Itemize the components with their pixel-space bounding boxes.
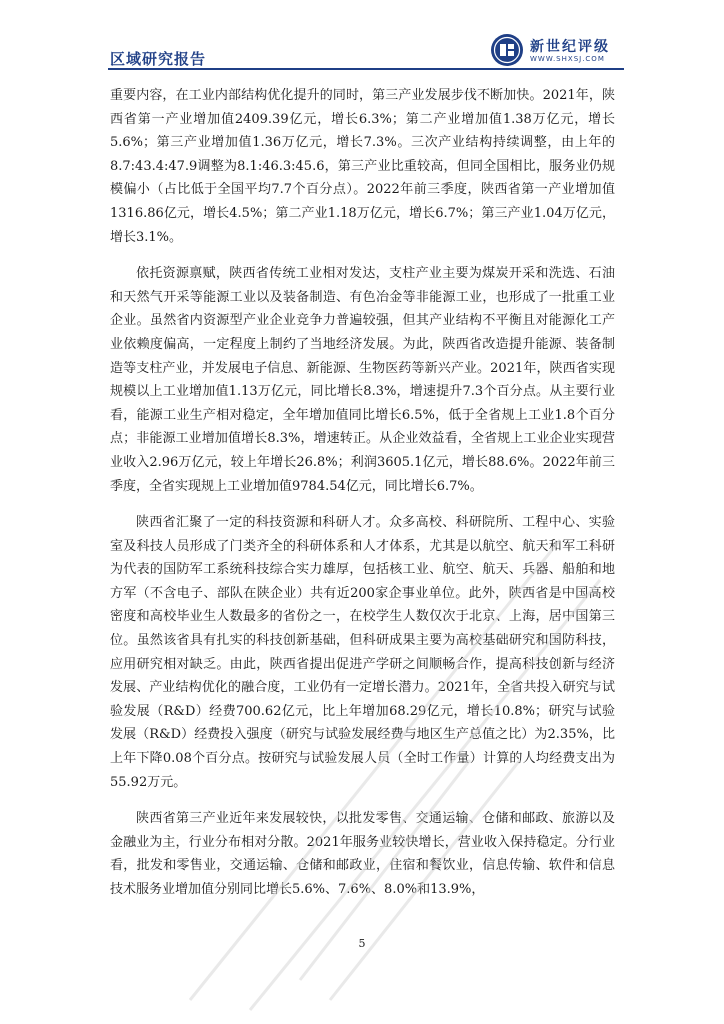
logo-emblem-icon xyxy=(490,33,524,67)
paragraph: 依托资源禀赋，陕西省传统工业相对发达，支柱产业主要为煤炭开采和洗选、石油和天然气开采等能源工业以及装备制造、有色冶金等非能源工业，也形成了一批重工业企业。虽然省内资源型产业企业竞争力普遍较强，但其产业结构不平衡且对能源化工产业依赖度偏高，一定程度上制约了当地经济发展。为此，陕西省改造提升能源、装备制造等支柱产业，并发展电子信息、新能源、生物医药等新兴产业。2021年，陕西省实现规模以上工业增加值1.13万亿元，同比增长8.3%，增速提升7.3个百分点。从主要行业看，能源工业生产相对稳定，全年增加值同比增长6.5%，低于全省规上工业1.8个百分点；非能源工业增加值增长8.3%，增速转正。从企业效益看，全省规上工业企业实现营业收入2.96万亿元，较上年增长26.8%；利润3605.1亿元，增长88.6%。2022年前三季度，全省实现规上工业增加值9784.54亿元，同比增长6.7%。 xyxy=(110,266,615,494)
paragraph: 陕西省汇聚了一定的科技资源和科研人才。众多高校、科研院所、工程中心、实验室及科技人员形成了门类齐全的科研体系和人才体系，尤其是以航空、航天和军工科研为代表的国防军工系统科技综合实力雄厚，包括核工业、航空、航天、兵器、船舶和地方军（不含电子、部队在陕企业）共有近200家企事业单位。此外，陕西省是中国高校密度和高校毕业生人数最多的省份之一，在校学生人数仅次于北京、上海，居中国第三位。虽然该省具有扎实的科技创新基础，但科研成果主要为高校基础研究和国防科技，应用研究相对缺乏。由此，陕西省提出促进产学研之间顺畅合作，提高科技创新与经济发展、产业结构优化的融合度，工业仍有一定增长潜力。2021年，全省共投入研究与试验发展（R&D）经费700.62亿元，比上年增加68.29亿元，增长10.8%；研究与试验发展（R&D）经费投入强度（研究与试验发展经费与地区生产总值之比）为2.35%，比上年下降0.08个百分点。按研究与试验发展人员（全时工作量）计算的人均经费支出为55.92万元。 xyxy=(110,515,615,790)
brand-logo xyxy=(490,33,630,67)
paragraph: 陕西省第三产业近年来发展较快，以批发零售、交通运输、仓储和邮政、旅游以及金融业为主，行业分布相对分散。2021年服务业较快增长，营业收入保持稳定。分行业看，批发和零售业，交通运输、仓储和邮政业，住宿和餐饮业，信息传输、软件和信息技术服务业增加值分别同比增长5.6%、7.6%、8.0%和13.9%， xyxy=(110,811,615,897)
logo-url: WWW.SHXSJ.COM xyxy=(530,55,605,63)
page-header xyxy=(0,0,724,72)
header-divider xyxy=(108,68,624,70)
paragraph: 重要内容，在工业内部结构优化提升的同时，第三产业发展步伐不断加快。2021年，陕西省第一产业增加值2409.39亿元，增长6.3%；第二产业增加值1.38万亿元，增长5.6%；第三产业增加值1.36万亿元，增长7.3%。三次产业结构持续调整，由上年的8.7:43.4:47.9调整为8.1:46.3:45.6，第三产业比重较高，但同全国相比，服务业仍规模偏小（占比低于全国平均7.7个百分点）。2022年前三季度，陕西省第一产业增加值1316.86亿元，增长4.5%；第二产业1.18万亿元，增长6.7%；第三产业1.04万亿元，增长3.1%。 xyxy=(110,88,615,245)
logo-name: 新世纪评级 xyxy=(530,39,610,55)
page-number: 5 xyxy=(358,937,366,950)
report-title: 区域研究报告 xyxy=(110,50,207,68)
body-text xyxy=(110,84,615,915)
